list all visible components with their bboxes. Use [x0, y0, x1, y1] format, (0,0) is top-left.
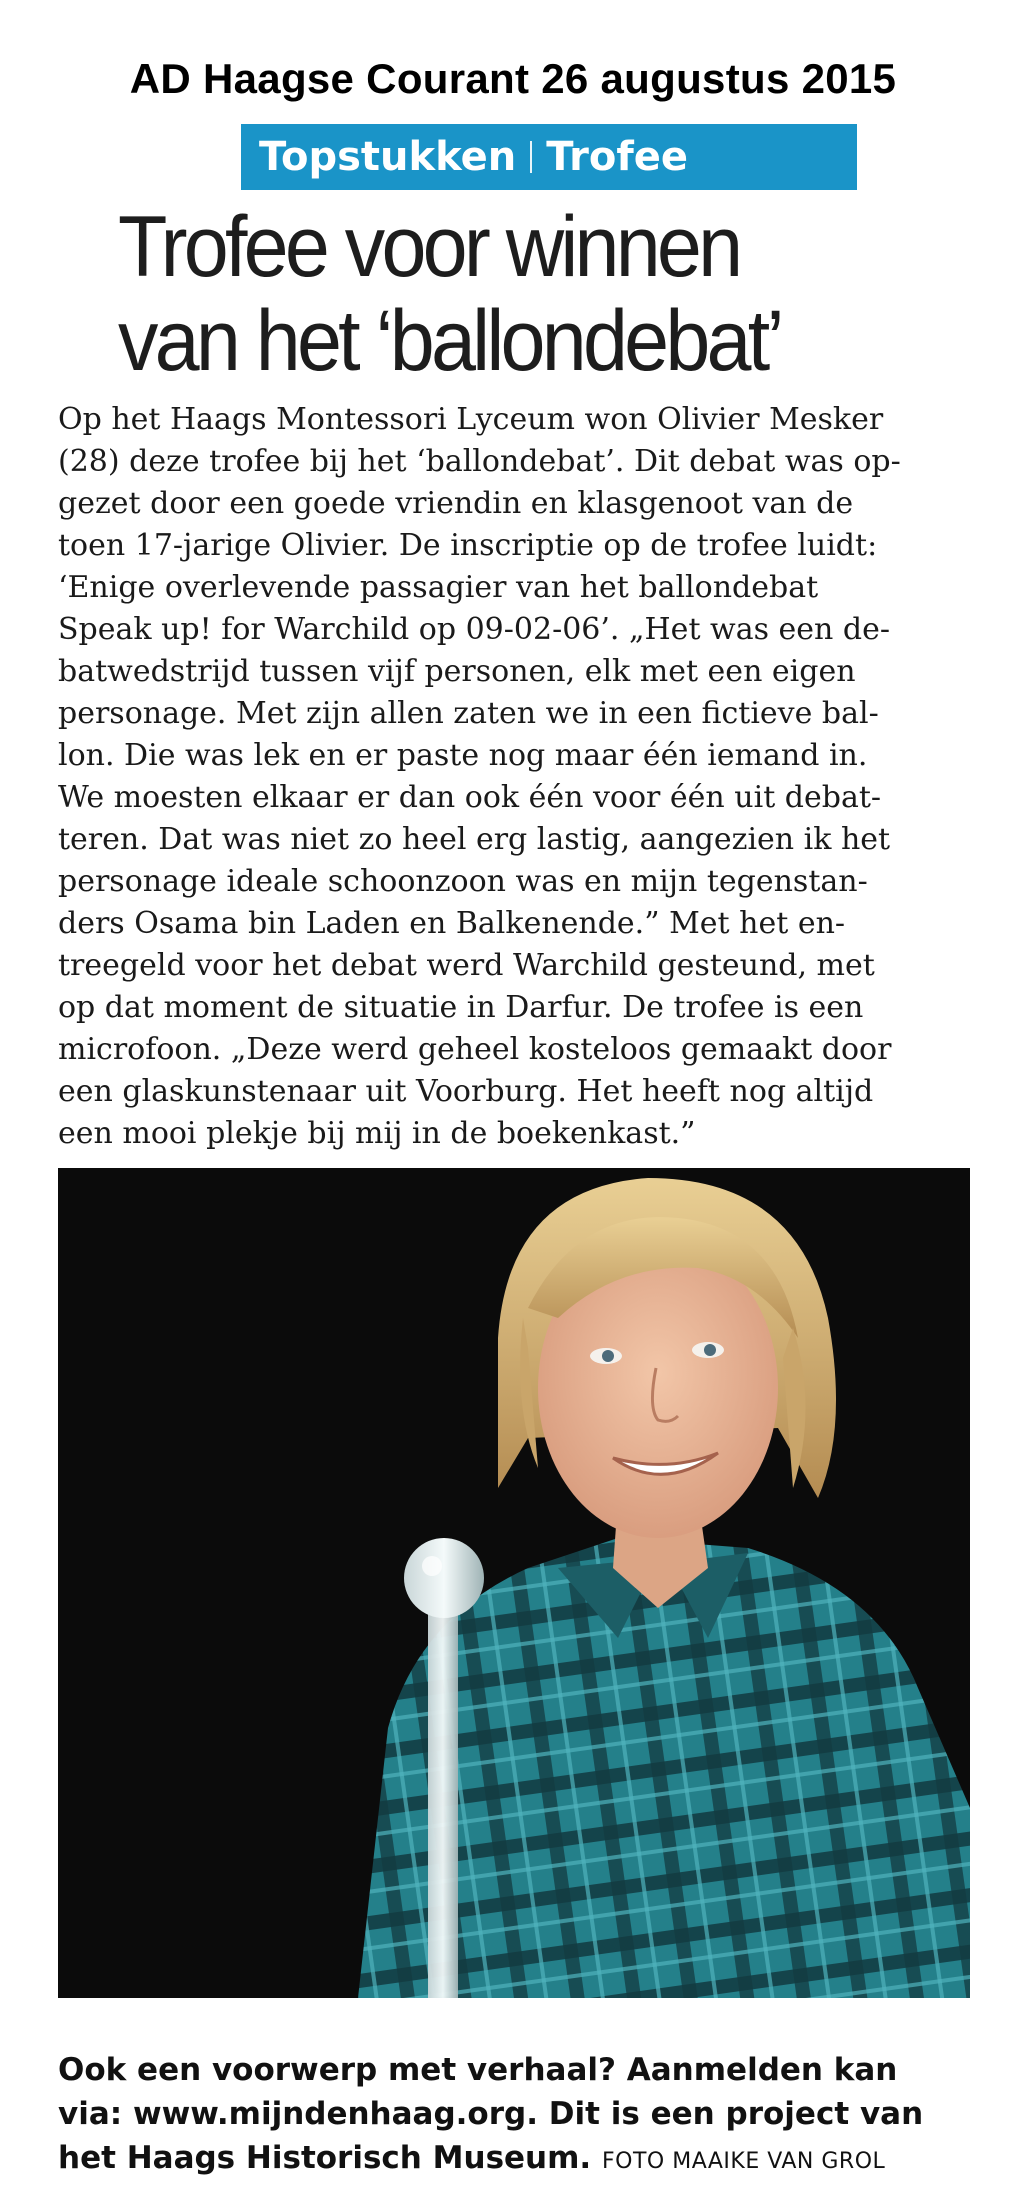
body-line: ders Osama bin Laden en Balkenende.” Met het en- — [58, 906, 846, 941]
body-line: batwedstrijd tussen vijf personen, elk met een eigen — [58, 654, 856, 689]
body-line: (28) deze trofee bij het ‘ballondebat’. Dit debat was op- — [58, 444, 901, 479]
portrait-photo — [58, 1168, 970, 1998]
body-line: Op het Haags Montessori Lyceum won Olivier Mesker — [58, 402, 884, 437]
body-line: ‘Enige overlevende passagier van het ballondebat — [58, 570, 819, 605]
banner-section-label: Topstukken — [259, 134, 517, 180]
banner-subsection-label: Trofee — [546, 134, 688, 180]
banner-divider — [530, 141, 532, 173]
caption-line-2: via: www.mijndenhaag.org. Dit is een project van — [58, 2096, 924, 2132]
body-line: een glaskunstenaar uit Voorburg. Het heeft nog altijd — [58, 1074, 874, 1109]
headline-line-1: Trofee voor winnen — [118, 199, 740, 295]
article-body — [58, 399, 988, 1155]
portrait-illustration — [58, 1168, 970, 1998]
body-line: een mooi plekje bij mij in de boekenkast.” — [58, 1116, 696, 1151]
body-line: gezet door een goede vriendin en klasgenoot van de — [58, 486, 854, 521]
caption — [58, 2048, 988, 2184]
source-line: AD Haagse Courant 26 augustus 2015 — [129, 55, 897, 102]
body-line: op dat moment de situatie in Darfur. De trofee is een — [58, 990, 864, 1025]
body-line: We moesten elkaar er dan ook één voor één uit debat- — [58, 780, 882, 815]
photo-credit: FOTO MAAIKE VAN GROL — [602, 2149, 886, 2174]
body-line: treegeld voor het debat werd Warchild gesteund, met — [58, 948, 875, 983]
body-line: personage ideale schoonzoon was en mijn tegenstan- — [58, 864, 868, 899]
caption-line-3-text: het Haags Historisch Museum. — [58, 2140, 592, 2176]
headline-line-2: van het ‘ballondebat’ — [118, 293, 781, 389]
body-line: microfoon. „Deze werd geheel kosteloos gemaakt door — [58, 1032, 892, 1067]
caption-line-1: Ook een voorwerp met verhaal? Aanmelden kan — [58, 2052, 898, 2088]
body-line: personage. Met zijn allen zaten we in een fictieve bal- — [58, 696, 879, 731]
body-line: toen 17-jarige Olivier. De inscriptie op de trofee luidt: — [58, 528, 878, 563]
caption-line-3 — [58, 2136, 988, 2184]
section-banner — [241, 124, 857, 190]
body-line: lon. Die was lek en er paste nog maar één iemand in. — [58, 738, 868, 773]
body-line: Speak up! for Warchild op 09-02-06’. „Het was een de- — [58, 612, 890, 647]
headline — [118, 200, 889, 388]
body-line: teren. Dat was niet zo heel erg lastig, aangezien ik het — [58, 822, 891, 857]
